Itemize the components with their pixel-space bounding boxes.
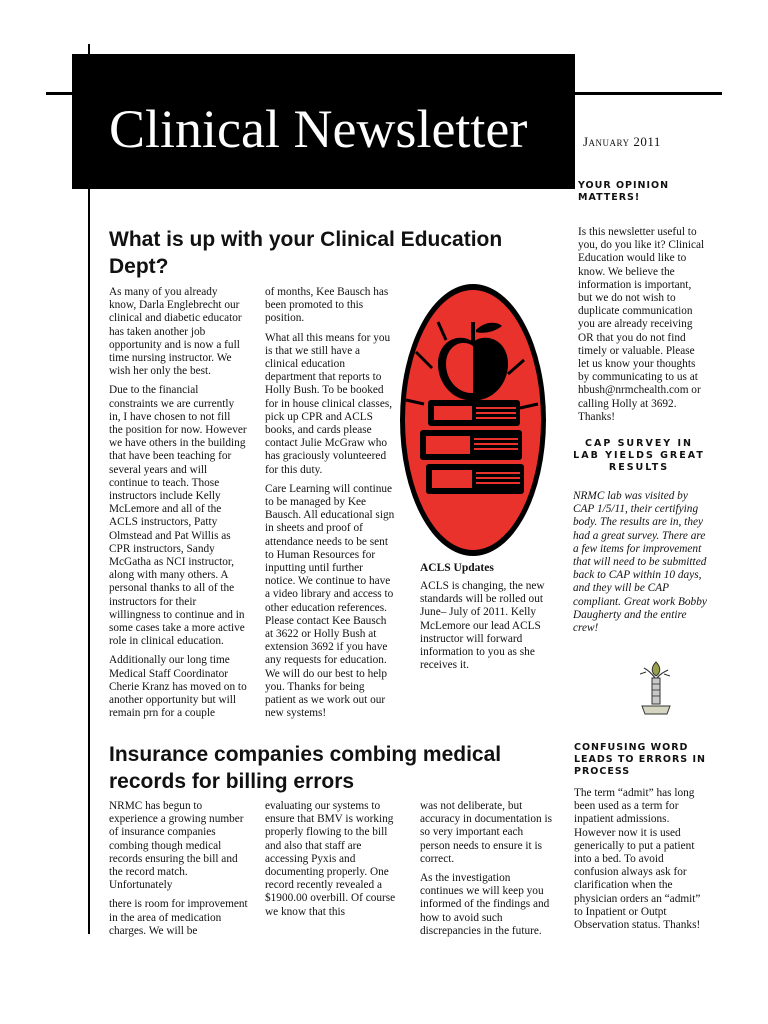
article1-para: Due to the financial constraints we are currently in, I have chosen to not fill the position for now. However we have others in the building that have been teaching for several years and will continue to teach. Those instructors include Kelly McLemore and all of the ACLS instructors, Patty Olmstead and Pat Willis as CPR instructors, Sandy McGatha as NCI instructor, along with many others. A personal thanks to all of the instructors for their willingness to continue and in some cases take a more active role in clinical education. (109, 384, 247, 648)
newsletter-title: Clinical Newsletter (109, 99, 528, 159)
article1-para: of months, Kee Bausch has been promoted to this position. (265, 286, 389, 325)
potted-plant-clipart (636, 658, 676, 718)
article2-column-3 (420, 800, 554, 944)
article1-column-2 (265, 286, 395, 727)
article2-para: was not deliberate, but accuracy in documentation is so very important each person needs to ensure it is correct. (420, 800, 553, 865)
article2-column-1 (109, 800, 249, 944)
article2-column-2 (265, 800, 401, 925)
article2-para: As the investigation continues we will keep you informed of the findings and how to avoid such discrepancies in the future. (420, 872, 550, 937)
acls-heading: ACLS Updates (420, 562, 494, 574)
article1-para: Additionally our long time Medical Staff Coordinator Cherie Kranz has moved on to another opportunity but will remain prn for a couple (109, 654, 247, 720)
article1-para: What all this means for you is that we still have a clinical education department that reports to Holly Bush. To be booked for in house clinical classes, pick up CPR and ACLS books, and cards please contact Julie McGraw who has graciously volunteered for this duty. (265, 331, 393, 476)
article1-para: As many of you already know, Darla Englebrecht our clinical and diabetic educator has taken another job opportunity and is now a full time nursing instructor. We wish her only the best. (109, 286, 242, 378)
acls-text: ACLS is changing, the new standards will be rolled out June– July of 2011. Kelly McLemore our lead ACLS instructor will forward information to you as she receives it. (420, 580, 545, 672)
word-heading: CONFUSING WORD LEADS TO ERRORS IN PROCESS (574, 742, 706, 777)
opinion-text: Is this newsletter useful to you, do you like it? Clinical Education would like to know. We believe the information is important, but we do not wish to duplicate communication you are already receiving OR that you do not find timely or valuable. Please let us know your thoughts by communicating to us at hbush@nrmchealth.com or calling Holly at 3692. Thanks! (578, 226, 705, 423)
article2-para: NRMC has begun to experience a growing number of insurance companies combing though medical records ensuring the bill and the record match. Unfortunately (109, 800, 244, 892)
article1-para: Care Learning will continue to be managed by Kee Bausch. All educational sign in sheets and proof of attendance needs to be sent to Human Resources for inputting until further notice. We continue to have a video library and access to other education references. Please contact Kee Bausch at 3622 or Holly Bush at extension 3692 if you have any requests for education. We will do our best to help you. Thanks for being patient as we work out our new systems! (265, 482, 395, 720)
article2-para: there is room for improvement in the area of medication charges. We will be (109, 898, 248, 937)
issue-date: January 2011 (583, 134, 661, 149)
apple-on-books-clipart (398, 282, 548, 558)
word-text: The term “admit” has long been used as a term for inpatient admissions. However now it is used generically to put a patient into a bed. To avoid confusion always ask for clarification when the physician orders an “admit” to Inpatient or Outpt Observation status. Thanks! (574, 787, 701, 932)
article2-heading: Insurance companies combing medical records for billing errors (109, 743, 502, 793)
article1-heading: What is up with your Clinical Education Dept? (109, 228, 503, 278)
horizontal-rule (46, 92, 722, 95)
cap-heading: CAP SURVEY IN LAB YIELDS GREAT RESULTS (573, 438, 705, 473)
vertical-rule (88, 44, 90, 934)
cap-text: NRMC lab was visited by CAP 1/5/11, their certifying body. The results are in, they had a great survey. There are a few items for improvement that will need to be submitted back to CAP within 10 days, and they will be CAP compliant. Great work Bobby Daugherty and the entire crew! (573, 490, 707, 635)
opinion-heading: YOUR OPINION MATTERS! (578, 180, 670, 203)
article2-para: evaluating our systems to ensure that BMV is working properly flowing to the bill and also that staff are accessing Pyxis and documenting properly. One record recently revealed a $1900.00 overbill. Of course we know that this (265, 800, 396, 918)
article1-column-1 (109, 286, 247, 727)
